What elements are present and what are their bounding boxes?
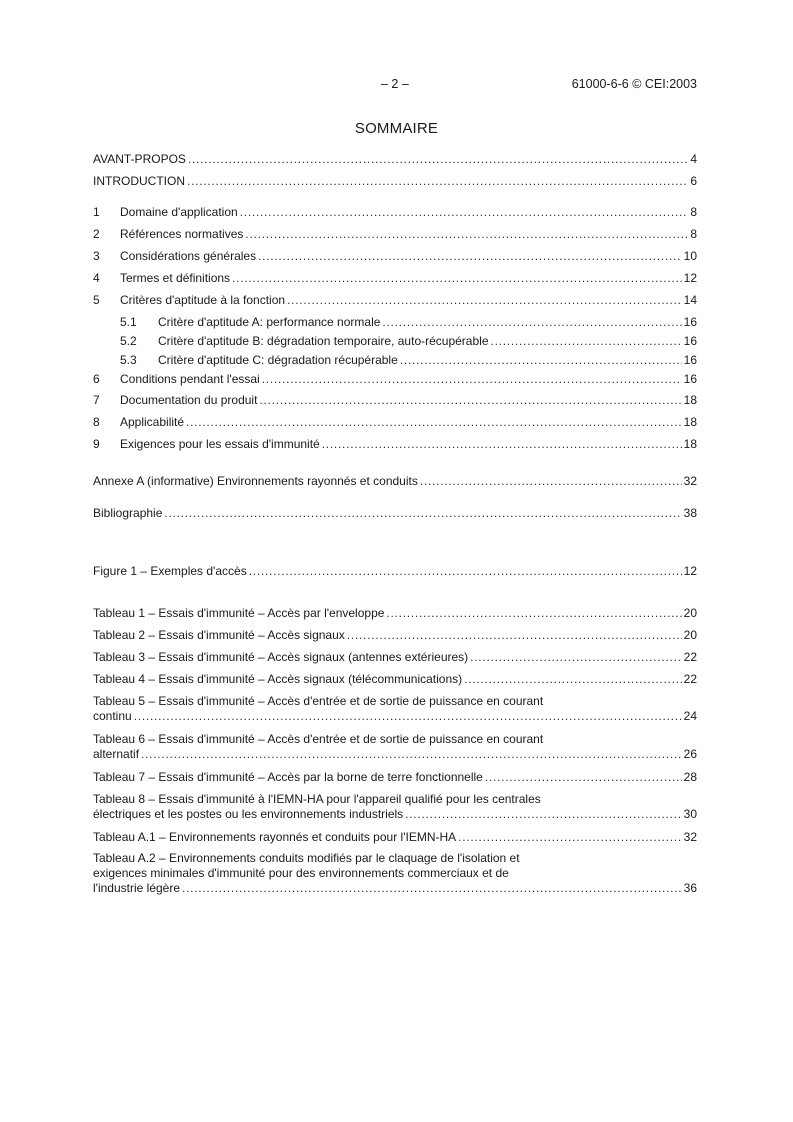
- toc-entry-page: 20: [683, 606, 697, 620]
- toc-entry[interactable]: [93, 249, 697, 264]
- dot-leader: [491, 334, 682, 349]
- toc-entry-page: 4: [690, 152, 697, 166]
- page-title: SOMMAIRE: [354, 120, 439, 137]
- toc-entry[interactable]: [93, 606, 697, 621]
- toc-entry[interactable]: [93, 474, 697, 489]
- dot-leader: [386, 606, 681, 621]
- dot-leader: [259, 393, 681, 408]
- toc-entry-title: alternatif: [93, 747, 140, 761]
- toc-entry[interactable]: [93, 174, 697, 189]
- toc-entry[interactable]: [93, 792, 697, 822]
- toc-entry-page: 18: [683, 437, 697, 451]
- toc-entry-page: 28: [683, 770, 697, 784]
- toc-entry[interactable]: [93, 564, 697, 579]
- dot-leader: [347, 628, 682, 643]
- toc-entry-title: Tableau 8 – Essais d'immunité à l'IEMN-HA pour l'appareil qualifié pour les centrales: [93, 792, 541, 806]
- toc-entry[interactable]: [93, 271, 697, 286]
- toc-entry[interactable]: [93, 650, 697, 665]
- dot-leader: [187, 174, 688, 189]
- toc-entry-number: 5.2: [120, 334, 137, 348]
- toc-entry[interactable]: [93, 205, 697, 220]
- toc-entry[interactable]: [93, 732, 697, 762]
- toc-entry-page: 16: [683, 334, 697, 348]
- toc-entry-title: Tableau 2 – Essais d'immunité – Accès signaux: [93, 628, 345, 642]
- toc-entry-title: Termes et définitions: [120, 271, 231, 285]
- toc-entry-page: 38: [683, 506, 697, 520]
- toc-entry-title: Tableau 3 – Essais d'immunité – Accès signaux (antennes extérieures): [93, 650, 469, 664]
- dot-leader: [249, 564, 682, 579]
- toc-entry-number: 7: [93, 393, 100, 407]
- dot-leader: [141, 747, 682, 762]
- toc-entry-number: 9: [93, 437, 100, 451]
- toc-entry[interactable]: [93, 393, 697, 408]
- toc-entry[interactable]: [93, 415, 697, 430]
- toc-entry-number: 4: [93, 271, 100, 285]
- toc-entry-page: 16: [683, 372, 697, 386]
- toc-entry-title: Critères d'aptitude à la fonction: [120, 293, 286, 307]
- toc-entry-page: 8: [690, 227, 697, 241]
- page-number: – 2 –: [381, 77, 409, 91]
- toc-entry[interactable]: [93, 851, 697, 896]
- toc-entry-page: 32: [683, 830, 697, 844]
- toc-entry-page: 36: [683, 881, 697, 895]
- toc-entry[interactable]: [93, 672, 697, 687]
- toc-entry[interactable]: [93, 227, 697, 242]
- dot-leader: [232, 271, 682, 286]
- toc-entry-number: 5.1: [120, 315, 137, 329]
- dot-leader: [186, 415, 682, 430]
- toc-entry-title: continu: [93, 709, 132, 723]
- toc-entry[interactable]: [93, 315, 697, 330]
- toc-entry-title: Tableau 7 – Essais d'immunité – Accès par la borne de terre fonctionnelle: [93, 770, 483, 784]
- toc-entry[interactable]: [93, 353, 697, 368]
- dot-leader: [134, 709, 682, 724]
- dot-leader: [262, 372, 682, 387]
- dot-leader: [258, 249, 682, 264]
- toc-entry[interactable]: [93, 334, 697, 349]
- toc-entry-title: Critère d'aptitude A: performance normale: [158, 315, 381, 329]
- toc-entry-title: Figure 1 – Exemples d'accès: [93, 564, 247, 578]
- toc-entry-title: Conditions pendant l'essai: [120, 372, 260, 386]
- toc-entry-page: 26: [683, 747, 697, 761]
- dot-leader: [464, 672, 682, 687]
- toc-entry-page: 8: [690, 205, 697, 219]
- toc-entry-title: Tableau 5 – Essais d'immunité – Accès d'entrée et de sortie de puissance en courant: [93, 694, 544, 708]
- dot-leader: [485, 770, 682, 785]
- toc-entry[interactable]: [93, 293, 697, 308]
- toc-entry[interactable]: [93, 506, 697, 521]
- toc-entry-page: 22: [683, 650, 697, 664]
- toc-entry-title: exigences minimales d'immunité pour des environnements commerciaux et de: [93, 866, 509, 880]
- toc-entry-page: 12: [683, 564, 697, 578]
- toc-entry-title: Critère d'aptitude B: dégradation temporaire, auto-récupérable: [158, 334, 489, 348]
- toc-entry-page: 24: [683, 709, 697, 723]
- toc-entry[interactable]: [93, 628, 697, 643]
- toc-entry-number: 2: [93, 227, 100, 241]
- toc-entry-title: Annexe A (informative) Environnements rayonnés et conduits: [93, 474, 418, 488]
- dot-leader: [287, 293, 682, 308]
- dot-leader: [240, 205, 689, 220]
- dot-leader: [245, 227, 688, 242]
- toc-entry-number: 5: [93, 293, 100, 307]
- toc-entry[interactable]: [93, 694, 697, 724]
- toc-entry[interactable]: [93, 152, 697, 167]
- toc-entry[interactable]: [93, 437, 697, 452]
- toc-entry-title: Références normatives: [120, 227, 244, 241]
- dot-leader: [322, 437, 682, 452]
- toc-entry-title: Bibliographie: [93, 506, 163, 520]
- toc-entry-title: Documentation du produit: [120, 393, 258, 407]
- dot-leader: [382, 315, 681, 330]
- toc-entry-title: Tableau 6 – Essais d'immunité – Accès d'entrée et de sortie de puissance en courant: [93, 732, 544, 746]
- toc-entry-page: 32: [683, 474, 697, 488]
- toc-entry-page: 18: [683, 393, 697, 407]
- dot-leader: [164, 506, 681, 521]
- toc-entry-title: Applicabilité: [120, 415, 185, 429]
- toc-entry-title: Tableau 1 – Essais d'immunité – Accès par l'enveloppe: [93, 606, 385, 620]
- toc-entry-title: Tableau A.2 – Environnements conduits modifiés par le claquage de l'isolation et: [93, 851, 520, 865]
- toc-entry-number: 6: [93, 372, 100, 386]
- toc-entry[interactable]: [93, 770, 697, 785]
- toc-entry-title: INTRODUCTION: [93, 174, 185, 188]
- toc-entry-title: Critère d'aptitude C: dégradation récupérable: [158, 353, 398, 367]
- toc-entry-page: 22: [683, 672, 697, 686]
- toc-entry-title: Tableau 4 – Essais d'immunité – Accès signaux (télécommunications): [93, 672, 463, 686]
- toc-entry-title: Tableau A.1 – Environnements rayonnés et conduits pour l'IEMN-HA: [93, 830, 457, 844]
- toc-entry-page: 16: [683, 353, 697, 367]
- toc-entry-title: Considérations générales: [120, 249, 257, 263]
- toc-entry-page: 16: [683, 315, 697, 329]
- toc-entry-number: 5.3: [120, 353, 137, 367]
- dot-leader: [470, 650, 681, 665]
- toc-entry-page: 20: [683, 628, 697, 642]
- toc-entry-title: électriques et les postes ou les environnements industriels: [93, 807, 404, 821]
- toc-entry-page: 10: [683, 249, 697, 263]
- toc-entry-title: Domaine d'application: [120, 205, 238, 219]
- dot-leader: [182, 881, 682, 896]
- dot-leader: [458, 830, 681, 845]
- toc-entry-page: 14: [683, 293, 697, 307]
- toc-entry-title: Exigences pour les essais d'immunité: [120, 437, 320, 451]
- toc-entry-number: 1: [93, 205, 100, 219]
- dot-leader: [405, 807, 681, 822]
- toc-entry[interactable]: [93, 372, 697, 387]
- toc-entry-page: 18: [683, 415, 697, 429]
- toc-entry-number: 8: [93, 415, 100, 429]
- dot-leader: [420, 474, 682, 489]
- toc-entry-number: 3: [93, 249, 100, 263]
- toc-entry-page: 30: [683, 807, 697, 821]
- toc-entry[interactable]: [93, 830, 697, 845]
- dot-leader: [188, 152, 688, 167]
- toc-entry-title: l'industrie légère: [93, 881, 181, 895]
- document-reference: 61000-6-6 © CEI:2003: [571, 77, 697, 91]
- toc-entry-page: 6: [690, 174, 697, 188]
- toc-entry-title: AVANT-PROPOS: [93, 152, 186, 166]
- toc-entry-page: 12: [683, 271, 697, 285]
- dot-leader: [400, 353, 682, 368]
